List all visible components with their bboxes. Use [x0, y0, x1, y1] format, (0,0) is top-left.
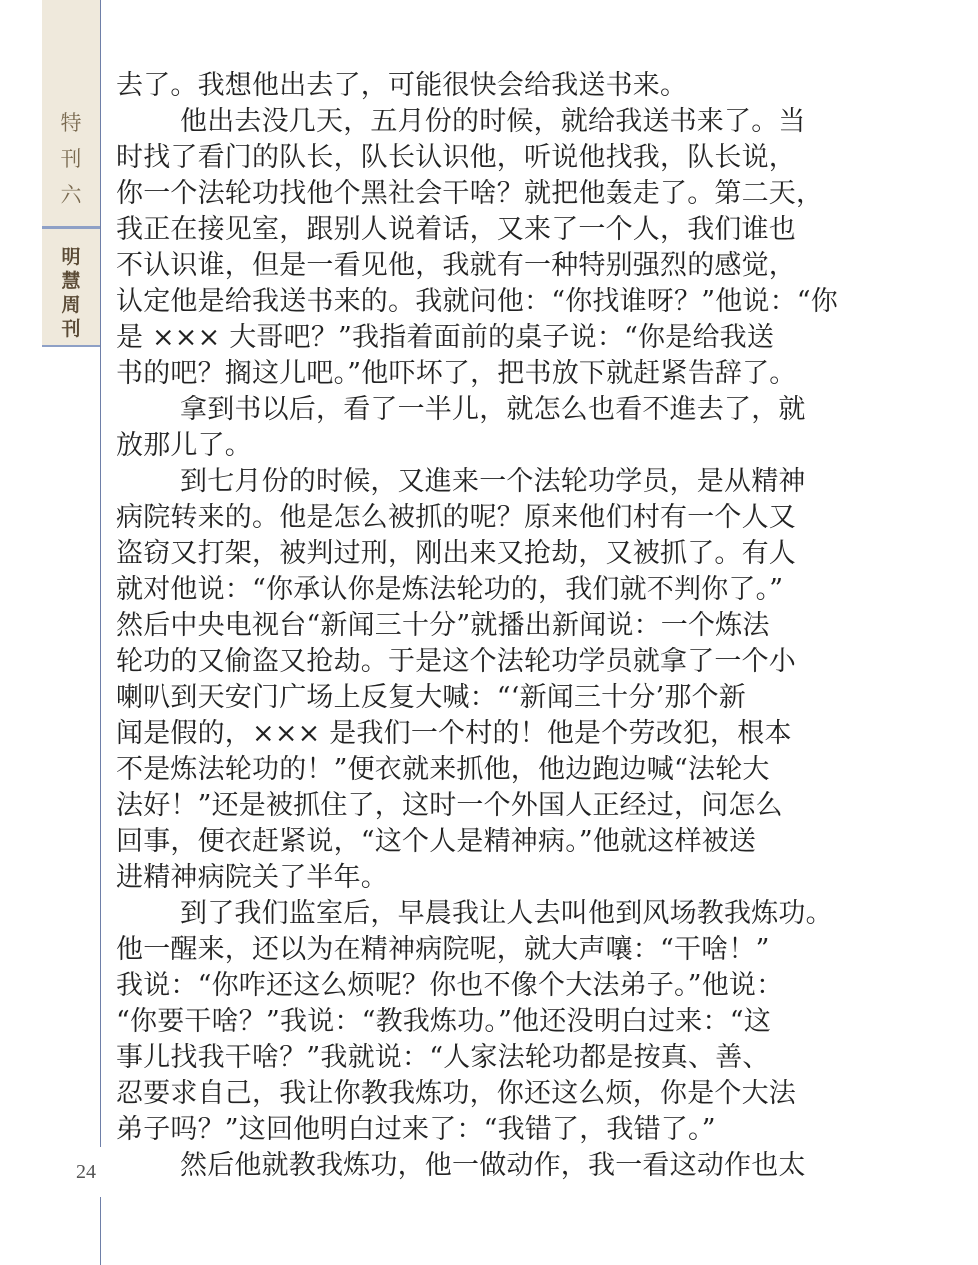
text-line: 是 ××× 大哥吧？”我指着面前的桌子说：“你是给我送 [116, 322, 775, 353]
text-line: 然后他就教我炼功，他一做动作，我一看这动作也太 [180, 1150, 806, 1181]
journal-char: 慧 [61, 270, 81, 292]
text-line: 盗窃又打架，被判过刑，刚出来又抢劫，又被抓了。有人 [116, 538, 796, 569]
text-line: 你一个法轮功找他个黑社会干啥？就把他轰走了。第二天， [116, 178, 824, 209]
section-char: 特 [60, 111, 82, 135]
text-line: 喇叭到天安门广场上反复大喊：“‘新闻三十分’那个新 [116, 682, 746, 713]
text-line: 时找了看门的队长，队长认识他，听说他找我，队长说， [116, 142, 796, 173]
journal-char: 刊 [61, 318, 81, 340]
text-line: 不认识谁，但是一看见他，我就有一种特别强烈的感觉， [116, 250, 796, 281]
text-line: 到了我们监室后，早晨我让人去叫他到风场教我炼功。 [180, 898, 833, 929]
text-line: 不是炼法轮功的！”便衣就来抓他，他边跑边喊“法轮大 [116, 754, 770, 785]
text-line: 他一醒来，还以为在精神病院呢，就大声嚷：“干啥！” [116, 934, 770, 965]
section-char: 刊 [60, 147, 82, 171]
section-char: 六 [60, 183, 82, 207]
text-line: 书的吧？搁这儿吧。”他吓坏了，把书放下就赶紧告辞了。 [116, 358, 797, 389]
text-line: 弟子吗？”这回他明白过来了：“我错了，我错了。” [116, 1114, 716, 1145]
text-line: 放那儿了。 [116, 430, 252, 461]
text-line: 病院转来的。他是怎么被抓的呢？原来他们村有一个人又 [116, 502, 796, 533]
text-line: 进精神病院关了半年。 [116, 862, 388, 893]
text-line: 法好！”还是被抓住了，这时一个外国人正经过，问怎么 [116, 790, 783, 821]
journal-char: 周 [61, 294, 81, 316]
body-text [116, 68, 861, 1184]
side-divider [42, 226, 100, 229]
text-line: “你要干啥？”我说：“教我炼功。”他还没明白过来：“这 [116, 1006, 771, 1037]
text-line: 闻是假的，××× 是我们一个村的！他是个劳改犯，根本 [116, 718, 792, 749]
text-line: 拿到书以后，看了一半儿，就怎么也看不進去了，就 [180, 394, 806, 425]
text-line: 去了。我想他出去了，可能很快会给我送书来。 [116, 70, 688, 101]
text-line: 事儿找我干啥？”我就说：“人家法轮功都是按真、善、 [116, 1042, 770, 1073]
text-line: 就对他说：“你承认你是炼法轮功的，我们就不判你了。” [116, 574, 784, 605]
text-line: 他出去没几天，五月份的时候，就给我送书来了。当 [180, 106, 806, 137]
text-line: 我说：“你咋还这么烦呢？你也不像个大法弟子。”他说： [116, 970, 784, 1001]
journal-char: 明 [61, 246, 81, 268]
text-line: 轮功的又偷盗又抢劫。于是这个法轮功学员就拿了一个小 [116, 646, 796, 677]
section-label [42, 113, 100, 221]
text-line: 回事，便衣赶紧说，“这个人是精神病。”他就这样被送 [116, 826, 757, 857]
margin-rule [100, 0, 101, 1265]
page-number: 24 [76, 1161, 96, 1183]
text-line: 我正在接见室，跟别人说着话，又来了一个人，我们谁也 [116, 214, 796, 245]
text-line: 认定他是给我送书来的。我就问他：“你找谁呀？”他说：“你 [116, 286, 839, 317]
text-line: 然后中央电视台“新闻三十分”就播出新闻说：一个炼法 [116, 610, 770, 641]
margin-rule-gap [99, 1147, 102, 1197]
text-line: 到七月份的时候，又進来一个法轮功学员，是从精神 [180, 466, 806, 497]
text-line: 忍要求自己，我让你教我炼功，你还这么烦，你是个大法 [116, 1078, 796, 1109]
journal-label [42, 248, 100, 344]
